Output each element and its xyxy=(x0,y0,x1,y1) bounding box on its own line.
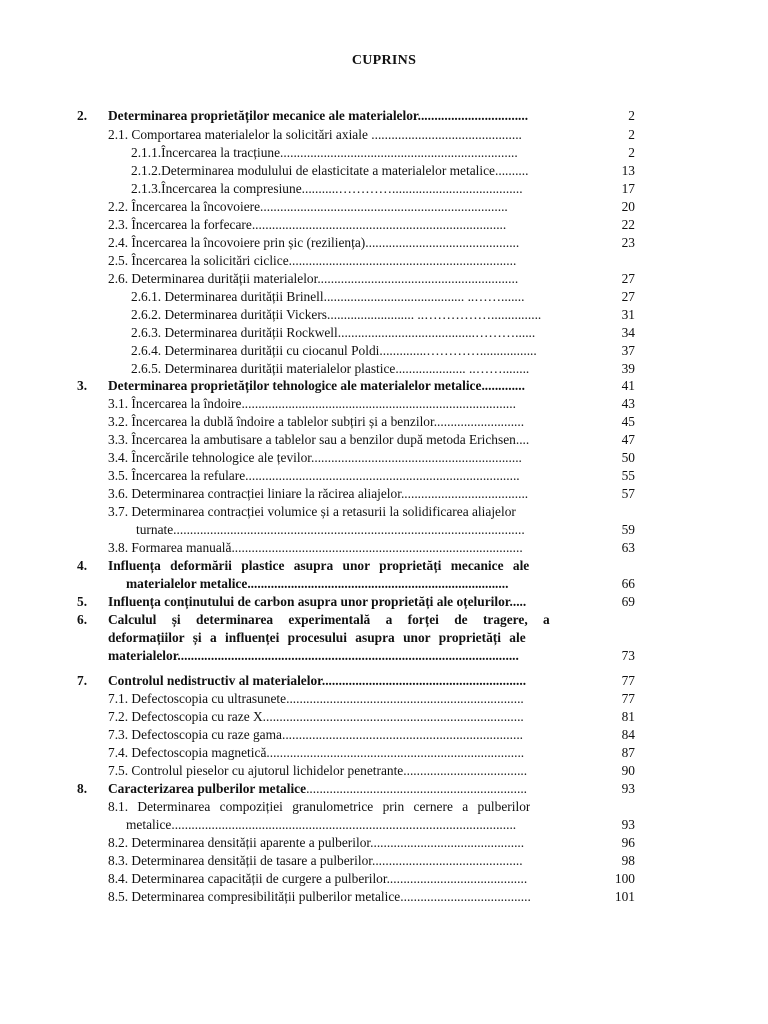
toc-entry[interactable] xyxy=(0,162,768,180)
toc-entry[interactable] xyxy=(0,413,768,431)
page-number: 77 xyxy=(621,673,635,688)
entry-title: 2.6.4. Determinarea durității cu ciocanul Poldi..............…………................. xyxy=(131,343,537,358)
page-number: 37 xyxy=(621,343,635,358)
entry-title: 7.4. Defectoscopia magnetică............................................................................. xyxy=(108,745,525,760)
toc-entry[interactable] xyxy=(0,870,768,888)
entry-title: materialelor...................................................................................................... xyxy=(108,648,519,663)
toc-entry[interactable] xyxy=(0,888,768,906)
toc-entry[interactable] xyxy=(0,395,768,413)
chapter-number: 3. xyxy=(77,378,88,393)
entry-title: 3.5. Încercarea la refulare.................................................................................. xyxy=(108,468,520,483)
toc-entry[interactable] xyxy=(0,593,768,611)
toc-entry[interactable] xyxy=(0,629,768,647)
page-number: 69 xyxy=(621,594,635,609)
page-number: 93 xyxy=(621,817,635,832)
entry-title: 8.4. Determinarea capacității de curgere a pulberilor.......................................... xyxy=(108,871,528,886)
entry-title: 2.6.1. Determinarea durității Brinell.......................................... ..……....... xyxy=(131,289,525,304)
entry-title: 3.6. Determinarea contracției liniare la răcirea aliajelor...................................... xyxy=(108,486,529,501)
chapter-number: 8. xyxy=(77,781,88,796)
page-number: 23 xyxy=(621,235,635,250)
page-number: 73 xyxy=(621,648,635,663)
toc-entry[interactable] xyxy=(0,306,768,324)
page-number: 17 xyxy=(621,181,635,196)
toc-entry[interactable] xyxy=(0,539,768,557)
page-number: 50 xyxy=(621,450,635,465)
page-number: 13 xyxy=(621,163,635,178)
page-number: 66 xyxy=(621,576,635,591)
toc-entry[interactable] xyxy=(0,252,768,270)
toc-entry[interactable] xyxy=(0,611,768,629)
entry-title: 2.6.5. Determinarea durității materialelor plastice..................... ..……........ xyxy=(131,361,530,376)
toc-entry[interactable] xyxy=(0,762,768,780)
page-number: 31 xyxy=(621,307,635,322)
page-number: 2 xyxy=(628,145,635,160)
page-number: 59 xyxy=(621,522,635,537)
page-number: 101 xyxy=(614,889,635,904)
toc-entry[interactable] xyxy=(0,360,768,378)
toc-entry[interactable] xyxy=(0,485,768,503)
toc-entry[interactable] xyxy=(0,852,768,870)
entry-title: Determinarea proprietăților tehnologice ale materialelor metalice............. xyxy=(108,378,525,393)
entry-title: 3.3. Încercarea la ambutisare a tablelor sau a benzilor după metoda Erichsen.... xyxy=(108,432,530,447)
entry-title: 2.1.3.Încercarea la compresiune...........…………....................................... xyxy=(131,181,523,196)
toc-entry[interactable] xyxy=(0,126,768,144)
toc-entry[interactable] xyxy=(0,198,768,216)
entry-title: turnate......................................................................................................... xyxy=(136,522,525,537)
page-number: 93 xyxy=(621,781,635,796)
entry-title: 3.8. Formarea manuală....................................................................................... xyxy=(108,540,523,555)
entry-title: 2.3. Încercarea la forfecare............................................................................ xyxy=(108,217,507,232)
entry-title-wrap xyxy=(108,780,527,798)
page-title: CUPRINS xyxy=(351,53,417,68)
entry-title: 2.1.2.Determinarea modulului de elasticitate a materialelor metalice.......... xyxy=(131,163,529,178)
entry-title: 3.7. Determinarea contracției volumice și a retasurii la solidificarea aliajelor xyxy=(108,504,516,519)
entry-title: 3.1. Încercarea la îndoire.................................................................................. xyxy=(108,396,516,411)
entry-title: Influența deformării plastice asupra unor proprietăți mecanice ale xyxy=(108,558,530,573)
entry-title: Determinarea proprietăților mecanice ale materialelor................................. xyxy=(108,108,529,123)
page-number: 98 xyxy=(621,853,635,868)
entry-title: 2.1.1.Încercarea la tracțiune....................................................................... xyxy=(131,145,518,160)
toc-entry[interactable] xyxy=(0,449,768,467)
entry-title: materialelor metalice.............................................................................. xyxy=(126,576,509,591)
toc-entry[interactable] xyxy=(0,180,768,198)
page-number: 100 xyxy=(614,871,635,886)
toc-entry[interactable] xyxy=(0,107,768,125)
entry-title: 7.5. Controlul pieselor cu ajutorul lichidelor penetrante..................................... xyxy=(108,763,528,778)
entry-title: 2.6.2. Determinarea durității Vickers.......................... ..……………............... xyxy=(131,307,542,322)
page-number: 22 xyxy=(621,217,635,232)
toc-entry[interactable] xyxy=(0,798,768,816)
toc-entry[interactable] xyxy=(0,557,768,575)
entry-title: 8.5. Determinarea compresibilității pulberilor metalice....................................... xyxy=(108,889,531,904)
entry-title: 2.2. Încercarea la încovoiere.......................................................................... xyxy=(108,199,508,214)
entry-title: 2.1. Comportarea materialelor la solicitări axiale ............................................. xyxy=(108,127,522,142)
page-number: 45 xyxy=(621,414,635,429)
page-number: 84 xyxy=(621,727,635,742)
page-number: 27 xyxy=(621,289,635,304)
page-number: 77 xyxy=(621,691,635,706)
toc-entry[interactable] xyxy=(0,672,768,690)
toc-entry[interactable] xyxy=(0,377,768,395)
page-number: 96 xyxy=(621,835,635,850)
chapter-number: 7. xyxy=(77,673,88,688)
page-number: 20 xyxy=(621,199,635,214)
entry-title: 2.6.3. Determinarea durității Rockwell.........................................………...... xyxy=(131,325,536,340)
toc-entry[interactable] xyxy=(0,726,768,744)
toc-entry[interactable] xyxy=(0,708,768,726)
entry-title: 8.2. Determinarea densității aparente a pulberilor.............................................. xyxy=(108,835,525,850)
toc-entry[interactable] xyxy=(0,234,768,252)
page-number: 81 xyxy=(621,709,635,724)
page-number: 39 xyxy=(621,361,635,376)
toc-entry[interactable] xyxy=(0,288,768,306)
entry-title: 2.6. Determinarea durității materialelor............................................................ xyxy=(108,271,519,286)
page-number: 57 xyxy=(621,486,635,501)
toc-entry[interactable] xyxy=(0,270,768,288)
toc-entry[interactable] xyxy=(0,744,768,762)
chapter-number: 6. xyxy=(77,612,88,627)
toc-entry[interactable] xyxy=(0,575,768,593)
page-number: 27 xyxy=(621,271,635,286)
entry-title: Controlul nedistructiv al materialelor............................................................. xyxy=(108,673,527,688)
toc-entry[interactable] xyxy=(0,342,768,360)
page-number: 41 xyxy=(621,378,635,393)
page-number: 2 xyxy=(628,108,635,123)
entry-title: Calculul și determinarea experimentală a forței de tragere, a xyxy=(108,612,550,627)
toc-entry[interactable] xyxy=(0,816,768,834)
toc-entry[interactable] xyxy=(0,144,768,162)
page-number: 90 xyxy=(621,763,635,778)
toc-entry[interactable] xyxy=(0,647,768,665)
toc-entry[interactable] xyxy=(0,431,768,449)
toc-entry[interactable] xyxy=(0,521,768,539)
leader-dots: .................................................................. xyxy=(306,781,528,796)
page-number: 2 xyxy=(628,127,635,142)
entry-title: deformațiilor și a influenței procesului asupra unor proprietăți ale xyxy=(108,630,526,645)
chapter-number: 2. xyxy=(77,108,88,123)
toc-entry[interactable] xyxy=(0,324,768,342)
toc-entry[interactable] xyxy=(0,780,768,798)
entry-title: 8.3. Determinarea densității de tasare a pulberilor............................................. xyxy=(108,853,523,868)
toc-entry[interactable] xyxy=(0,216,768,234)
page-number: 63 xyxy=(621,540,635,555)
chapter-number: 4. xyxy=(77,558,88,573)
entry-title: 7.2. Defectoscopia cu raze X.............................................................................. xyxy=(108,709,524,724)
entry-title: 8.1. Determinarea compoziției granulometrice prin cernere a pulberilor xyxy=(108,799,531,814)
entry-title: Influența conținutului de carbon asupra unor proprietăți ale oțelurilor..... xyxy=(108,594,527,609)
toc-entry[interactable] xyxy=(0,503,768,521)
toc-entry[interactable] xyxy=(0,834,768,852)
page-number: 47 xyxy=(621,432,635,447)
entry-title: Caracterizarea pulberilor metalice xyxy=(108,781,307,796)
entry-title: 2.4. Încercarea la încovoiere prin șic (reziliența).............................................. xyxy=(108,235,520,250)
toc-entry[interactable] xyxy=(0,690,768,708)
page-number: 87 xyxy=(621,745,635,760)
page-number: 55 xyxy=(621,468,635,483)
entry-title: metalice....................................................................................................... xyxy=(126,817,517,832)
page-number: 43 xyxy=(621,396,635,411)
entry-title: 3.4. Încercările tehnologice ale țevilor............................................................... xyxy=(108,450,522,465)
entry-title: 7.3. Defectoscopia cu raze gama........................................................................ xyxy=(108,727,524,742)
chapter-number: 5. xyxy=(77,594,88,609)
toc-entry[interactable] xyxy=(0,467,768,485)
page-number: 34 xyxy=(621,325,635,340)
entry-title: 2.5. Încercarea la solicitări ciclice.................................................................... xyxy=(108,253,517,268)
entry-title: 7.1. Defectoscopia cu ultrasunete....................................................................... xyxy=(108,691,524,706)
entry-title: 3.2. Încercarea la dublă îndoire a tablelor subțiri și a benzilor........................... xyxy=(108,414,525,429)
